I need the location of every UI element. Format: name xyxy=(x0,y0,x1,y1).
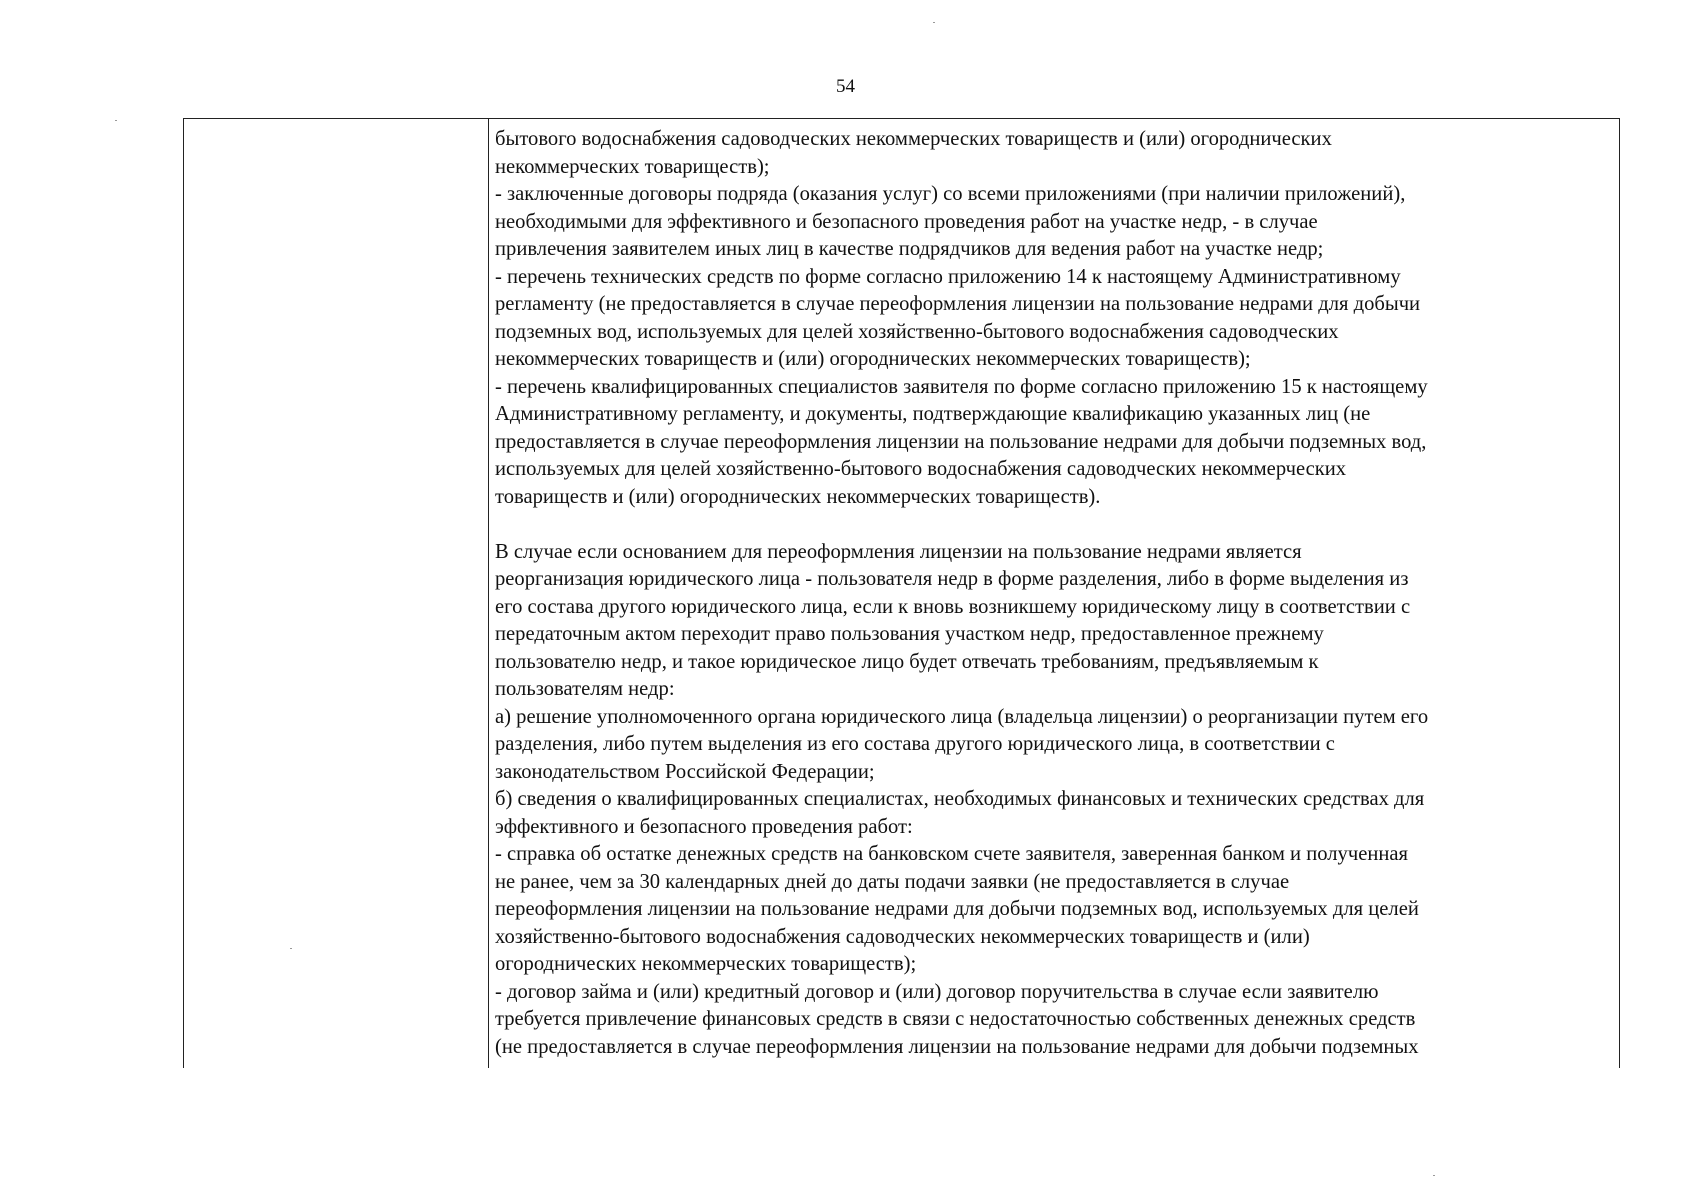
text-line: (не предоставляется в случае переоформления лицензии на пользование недрами для добычи подземных xyxy=(495,1035,1419,1058)
text-line: В случае если основанием для переоформления лицензии на пользование недрами является xyxy=(495,540,1302,563)
scan-speck xyxy=(115,120,117,121)
text-line: - договор займа и (или) кредитный договор и (или) договор поручительства в случае если заявителю xyxy=(495,980,1379,1003)
text-line: пользователю недр, и такое юридическое лицо будет отвечать требованиям, предъявляемым к xyxy=(495,650,1319,673)
text-line: разделения, либо путем выделения из его состава другого юридического лица, в соответствии с xyxy=(495,733,1335,755)
paragraph-gap xyxy=(495,511,1617,539)
text-line: бытового водоснабжения садоводческих некоммерческих товариществ и (или) огороднических xyxy=(495,128,1332,150)
text-line: необходимыми для эффективного и безопасного проведения работ на участке недр, - в случае xyxy=(495,210,1318,233)
text-line: Административному регламенту, и документы, подтверждающие квалификацию указанных лиц (не xyxy=(495,403,1371,425)
text-line: - заключенные договоры подряда (оказания услуг) со всеми приложениями (при наличии приложений), xyxy=(495,183,1406,205)
scan-speck xyxy=(1433,1175,1435,1176)
text-line: хозяйственно-бытового водоснабжения садоводческих некоммерческих товариществ и (или) xyxy=(495,925,1310,948)
text-line: эффективного и безопасного проведения работ: xyxy=(495,815,913,838)
text-line: регламенту (не предоставляется в случае переоформления лицензии на пользование недрами для добычи xyxy=(495,293,1421,315)
text-line: огороднических некоммерческих товариществ); xyxy=(495,953,917,975)
text-line: некоммерческих товариществ и (или) огороднических некоммерческих товариществ); xyxy=(495,348,1251,370)
text-line: некоммерческих товариществ); xyxy=(495,155,770,178)
text-line: не ранее, чем за 30 календарных дней до даты подачи заявки (не предоставляется в случае xyxy=(495,870,1290,893)
text-line: - перечень технических средств по форме согласно приложению 14 к настоящему Административному xyxy=(495,265,1401,288)
text-line: привлечения заявителем иных лиц в качестве подрядчиков для ведения работ на участке недр; xyxy=(495,238,1324,260)
paragraph-block-2 xyxy=(495,539,1617,1062)
text-line: - справка об остатке денежных средств на банковском счете заявителя, заверенная банком и полученная xyxy=(495,843,1409,865)
text-line: а) решение уполномоченного органа юридического лица (владельца лицензии) о реорганизации путем его xyxy=(495,705,1429,728)
text-line: требуется привлечение финансовых средств в связи с недостаточностью собственных денежных средств xyxy=(495,1008,1416,1030)
text-line: передаточным актом переходит право пользования участком недр, предоставленное прежнему xyxy=(495,623,1324,645)
text-line: предоставляется в случае переоформления лицензии на пользование недрами для добычи подземных вод, xyxy=(495,430,1427,453)
column-divider xyxy=(488,118,489,1068)
text-line: б) сведения о квалифицированных специалистах, необходимых финансовых и технических средствах для xyxy=(495,788,1425,810)
text-line: пользователям недр: xyxy=(495,678,675,700)
scan-speck xyxy=(290,948,292,949)
right-cell-text xyxy=(495,126,1617,1061)
text-line: - перечень квалифицированных специалистов заявителя по форме согласно приложению 15 к настоящему xyxy=(495,375,1428,398)
paragraph-block-1 xyxy=(495,126,1617,511)
text-line: подземных вод, используемых для целей хозяйственно-бытового водоснабжения садоводческих xyxy=(495,320,1339,343)
text-line: используемых для целей хозяйственно-бытового водоснабжения садоводческих некоммерческих xyxy=(495,458,1347,480)
text-line: реорганизация юридического лица - пользователя недр в форме разделения, либо в форме выделения из xyxy=(495,568,1409,590)
text-line: его состава другого юридического лица, если к вновь возникшему юридическому лицу в соответствии с xyxy=(495,595,1411,618)
text-line: законодательством Российской Федерации; xyxy=(495,760,875,783)
text-line: товариществ и (или) огороднических некоммерческих товариществ). xyxy=(495,485,1101,508)
page-number: 54 xyxy=(836,76,855,97)
scan-speck xyxy=(933,22,935,23)
text-line: переоформления лицензии на пользование недрами для добычи подземных вод, используемых для целей xyxy=(495,898,1419,920)
